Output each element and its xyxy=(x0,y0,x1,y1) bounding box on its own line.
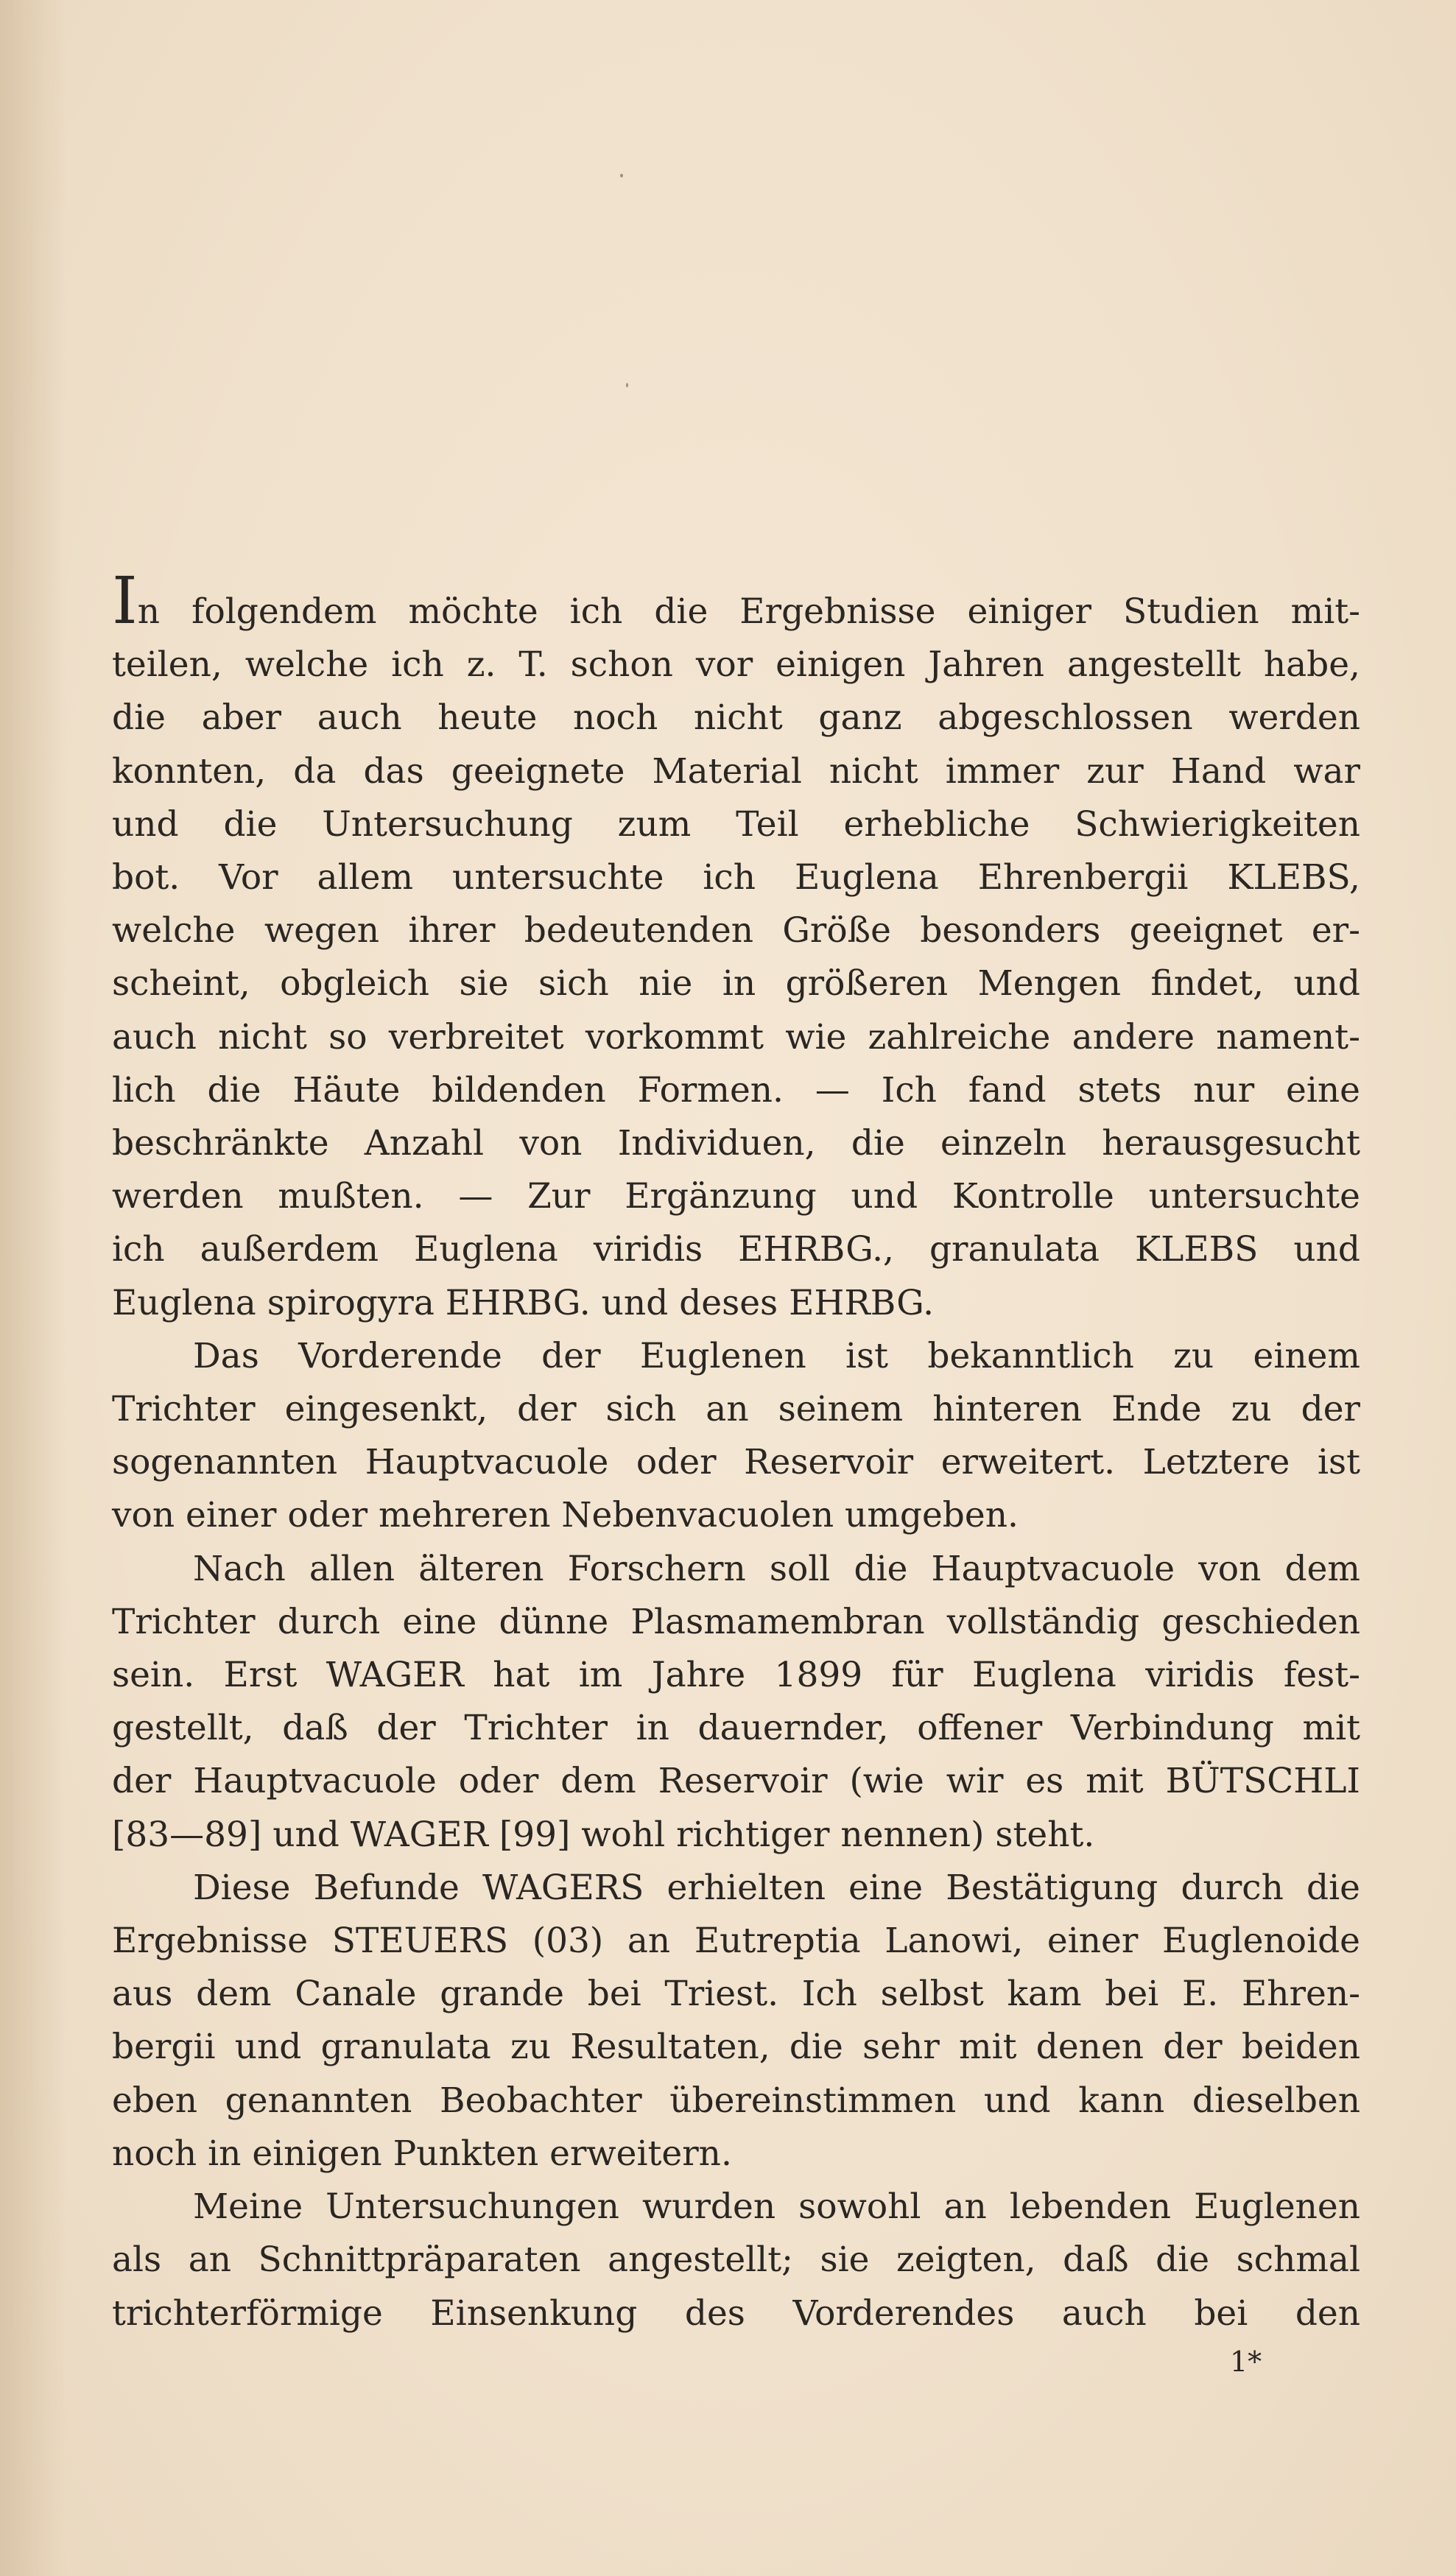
text-line-content: welche wegen ihrer bedeutenden Größe besonders geeignet er- xyxy=(112,910,1360,951)
text-line xyxy=(112,563,1360,638)
text-line-content: noch in einigen Punkten erweitern. xyxy=(112,2133,732,2174)
text-line xyxy=(112,1755,1360,1808)
folio: 1* xyxy=(1230,2346,1262,2378)
text-line-content: Trichter durch eine dünne Plasmamembran vollständig geschieden xyxy=(112,1601,1360,1642)
paper-speck xyxy=(620,174,623,177)
text-line-content: Trichter eingesenkt, der sich an seinem hinteren Ende zu der xyxy=(112,1389,1360,1430)
text-line xyxy=(112,1011,1360,1064)
text-line xyxy=(112,1862,1360,1915)
text-line xyxy=(112,2128,1360,2181)
text-line-content: der Hauptvacuole oder dem Reservoir (wie wir es mit BÜTSCHLI xyxy=(112,1761,1360,1802)
text-line-content: Das Vorderende der Euglenen ist bekanntlich zu einem xyxy=(193,1335,1360,1376)
text-line-content: ich außerdem Euglena viridis EHRBG., granulata KLEBS und xyxy=(112,1229,1360,1270)
text-line xyxy=(112,1543,1360,1596)
text-line xyxy=(112,1915,1360,1968)
text-line xyxy=(112,798,1360,851)
text-line xyxy=(112,1809,1360,1862)
text-line-content: scheint, obgleich sie sich nie in größeren Mengen findet, und xyxy=(112,963,1360,1004)
text-line-content: werden mußten. — Zur Ergänzung und Kontrolle untersuchte xyxy=(112,1176,1360,1217)
text-line xyxy=(112,1649,1360,1702)
text-line-content: trichterförmige Einsenkung des Vorderendes auch bei den xyxy=(112,2292,1360,2334)
text-line-content: bot. Vor allem untersuchte ich Euglena Ehrenbergii KLEBS, xyxy=(112,857,1360,898)
text-line xyxy=(112,957,1360,1010)
text-line-content: Meine Untersuchungen wurden sowohl an lebenden Euglenen xyxy=(193,2186,1360,2228)
text-line-content: n folgendem möchte ich die Ergebnisse einiger Studien mit- xyxy=(137,591,1360,632)
text-line-content: gestellt, daß der Trichter in dauernder, offener Verbindung mit xyxy=(112,1708,1360,1749)
text-line xyxy=(112,638,1360,691)
text-line-content: beschränkte Anzahl von Individuen, die einzeln herausgesucht xyxy=(112,1123,1360,1164)
text-line-content: die aber auch heute noch nicht ganz abgeschlossen werden xyxy=(112,697,1360,739)
text-line-content: Nach allen älteren Forschern soll die Hauptvacuole von dem xyxy=(193,1548,1360,1589)
text-line xyxy=(112,1223,1360,1276)
paper-speck xyxy=(626,383,628,387)
binding-gutter xyxy=(0,0,66,2576)
text-line-content: eben genannten Beobachter übereinstimmen und kann dieselben xyxy=(112,2080,1360,2121)
drop-cap: I xyxy=(112,563,138,638)
text-line xyxy=(112,1968,1360,2021)
text-line xyxy=(112,2287,1360,2340)
text-line xyxy=(112,904,1360,957)
text-line xyxy=(112,2234,1360,2287)
text-line-content: sein. Erst WAGER hat im Jahre 1899 für Euglena viridis fest- xyxy=(112,1655,1360,1696)
text-line-content: lich die Häute bildenden Formen. — Ich fand stets nur eine xyxy=(112,1069,1360,1111)
text-line xyxy=(112,1489,1360,1542)
text-line-content: und die Untersuchung zum Teil erhebliche Schwierigkeiten xyxy=(112,803,1360,845)
text-line xyxy=(112,1436,1360,1489)
text-line xyxy=(112,1383,1360,1436)
text-line xyxy=(112,1064,1360,1117)
text-line-content: als an Schnittpräparaten angestellt; sie zeigten, daß die schmal xyxy=(112,2239,1360,2281)
text-line xyxy=(112,745,1360,798)
text-line-content: Diese Befunde WAGERS erhielten eine Bestätigung durch die xyxy=(193,1867,1360,1908)
text-line-content: auch nicht so verbreitet vorkommt wie zahlreiche andere nament- xyxy=(112,1016,1360,1058)
text-line xyxy=(112,2181,1360,2234)
text-line-content: teilen, welche ich z. T. schon vor einigen Jahren angestellt habe, xyxy=(112,644,1360,686)
text-line-content: von einer oder mehreren Nebenvacuolen umgeben. xyxy=(112,1495,1019,1536)
text-line-content: bergii und granulata zu Resultaten, die sehr mit denen der beiden xyxy=(112,2027,1360,2068)
text-line xyxy=(112,1596,1360,1649)
text-line-content: [83—89] und WAGER [99] wohl richtiger nennen) steht. xyxy=(112,1814,1095,1855)
text-line-content: Ergebnisse STEUERS (03) an Eutreptia Lanowi, einer Euglenoide xyxy=(112,1921,1360,1962)
text-line-content: sogenannten Hauptvacuole oder Reservoir erweitert. Letztere ist xyxy=(112,1442,1360,1483)
text-line xyxy=(112,1170,1360,1223)
text-line xyxy=(112,851,1360,904)
body-text xyxy=(112,563,1360,2340)
text-line xyxy=(112,2021,1360,2074)
text-line xyxy=(112,1277,1360,1330)
text-line xyxy=(112,691,1360,745)
text-line-content: aus dem Canale grande bei Triest. Ich selbst kam bei E. Ehren- xyxy=(112,1974,1360,2015)
text-line xyxy=(112,1702,1360,1755)
text-line xyxy=(112,1117,1360,1170)
text-line xyxy=(112,2074,1360,2128)
text-line-content: Euglena spirogyra EHRBG. und deses EHRBG. xyxy=(112,1282,935,1323)
text-line xyxy=(112,1330,1360,1383)
text-line-content: konnten, da das geeignete Material nicht immer zur Hand war xyxy=(112,750,1360,792)
